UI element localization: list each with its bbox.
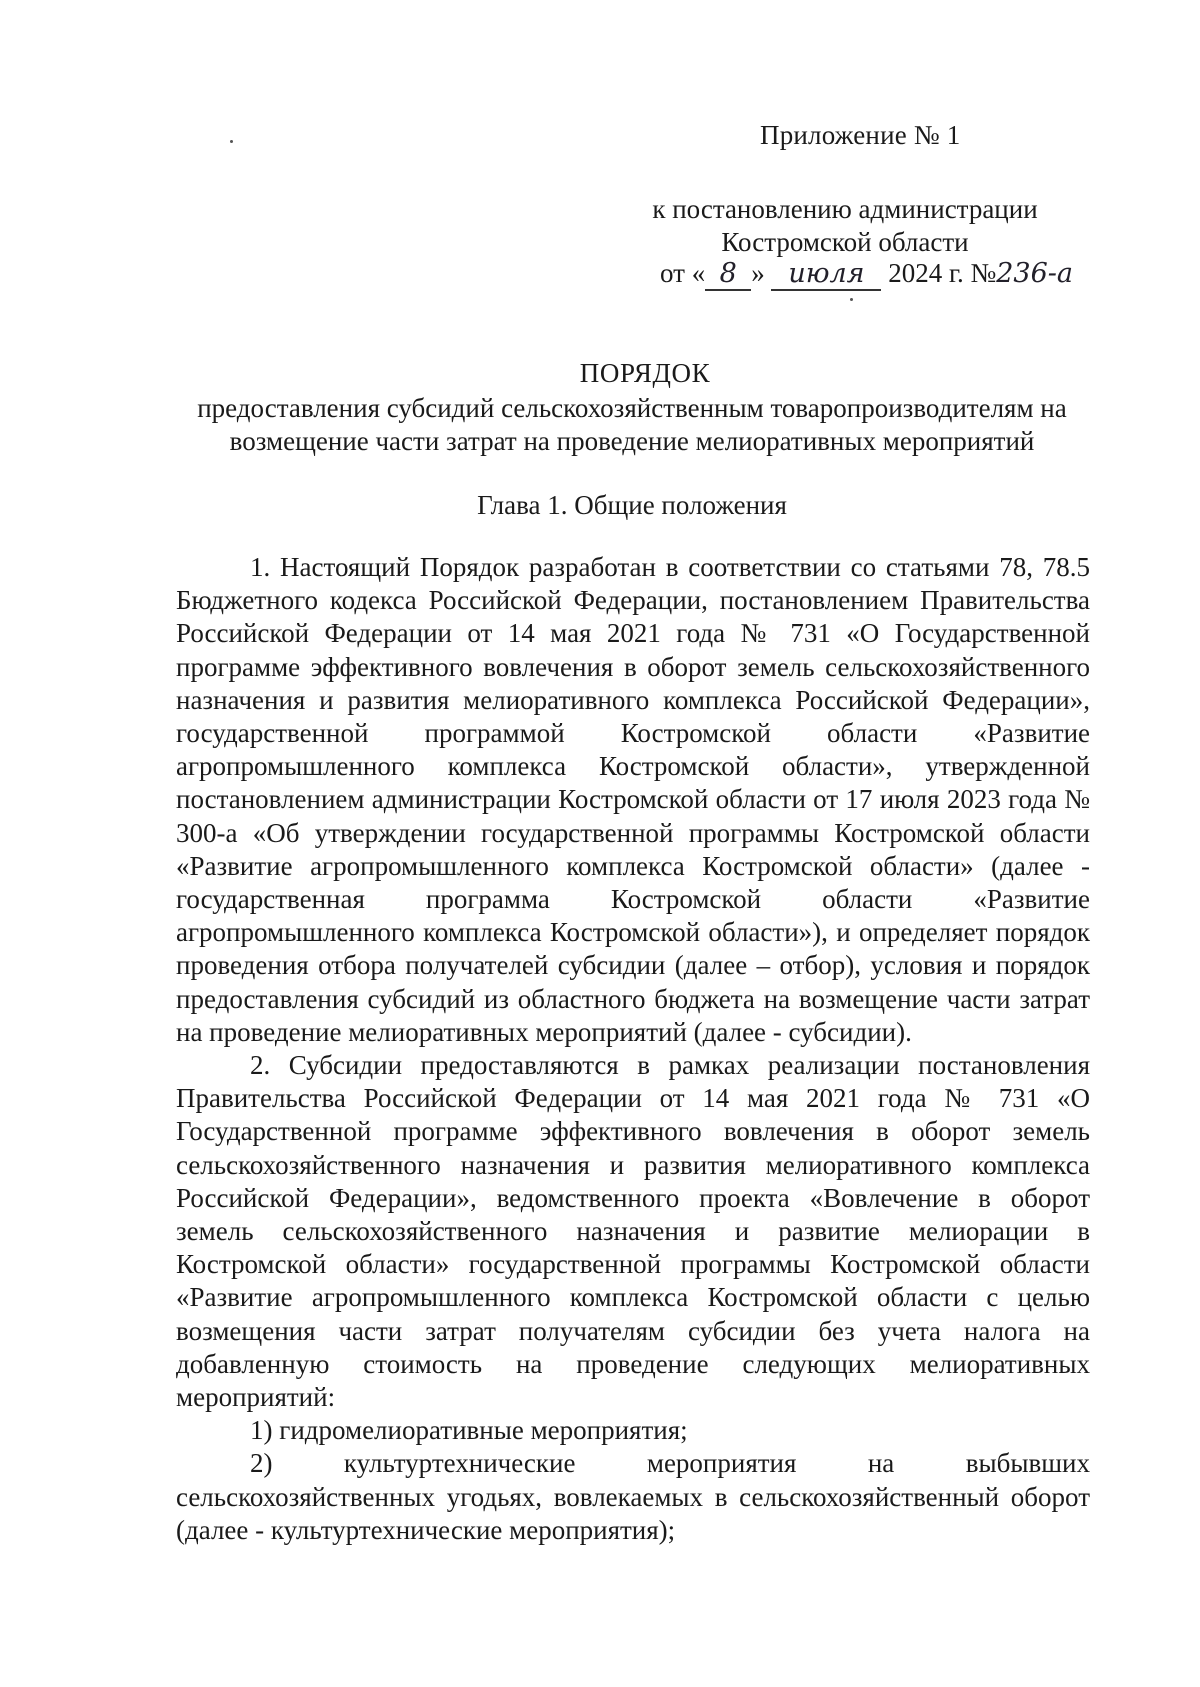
document-subtitle: предоставления субсидий сельскохозяйственным товаропроизводителям на возмещение части затрат на проведение мелиоративных мероприятий (197, 393, 1067, 456)
scan-speck (850, 298, 853, 301)
annex-region-line: Костромской области (721, 227, 969, 257)
chapter-heading: Глава 1. Общие положения (477, 490, 787, 520)
handwritten-month: июля (771, 258, 881, 291)
date-prefix: от « (660, 258, 706, 288)
annex-date-line (660, 258, 1074, 291)
list-item-1: 1) гидромелиоративные мероприятия; (250, 1415, 688, 1446)
annex-title: Приложение № 1 (760, 120, 961, 150)
date-year: 2024 г. № (888, 258, 997, 288)
annex-resolution-line: к постановлению администрации (652, 194, 1038, 224)
document-body (176, 551, 1090, 1547)
scan-speck (230, 140, 233, 143)
date-mid: » (751, 258, 765, 288)
paragraph-2: 2. Субсидии предоставляются в рамках реализации постановления Правительства Российской Федерации от 14 мая 2021 года № 731 «О Государственной программе эффективного вовлечения в оборот земель сельскохозяйственного назначения и развития мелиоративного комплекса Российской Федерации», ведомственного проекта «Вовлечение в оборот земель сельскохозяйственного назначения и развитие мелиорации в Костромской области» государственной программы Костромской области «Развитие агропромышленного комплекса Костромской области с целью возмещения части затрат получателям субсидии без учета налога на добавленную стоимость на проведение следующих мелиоративных мероприятий: (176, 1050, 1090, 1413)
handwritten-number: 236-а (996, 258, 1074, 289)
handwritten-day: 8 (705, 258, 751, 291)
annex-reference (600, 193, 1090, 259)
document-title: ПОРЯДОК (579, 358, 711, 388)
list-item-2: 2) культуртехнические мероприятия на выбывших сельскохозяйственных угодьях, вовлекаемых в сельскохозяйственный оборот (далее - культуртехнические мероприятия); (176, 1448, 1090, 1545)
paragraph-1: 1. Настоящий Порядок разработан в соответствии со статьями 78, 78.5 Бюджетного кодекса Российской Федерации, постановлением Правительства Российской Федерации от 14 мая 2021 года № 731 «О Государственной программе эффективного вовлечения в оборот земель сельскохозяйственного назначения и развития мелиоративного комплекса Российской Федерации», государственной программой Костромской области «Развитие агропромышленного комплекса Костромской области», утвержденной постановлением администрации Костромской области от 17 июля 2023 года № 300-а «Об утверждении государственной программы Костромской области «Развитие агропромышленного комплекса Костромской области» (далее - государственная программа Костромской области «Развитие агропромышленного комплекса Костромской области»), и определяет порядок проведения отбора получателей субсидии (далее – отбор), условия и порядок предоставления субсидий из областного бюджета на возмещение части затрат на проведение мелиоративных мероприятий (далее - субсидии). (176, 552, 1090, 1047)
